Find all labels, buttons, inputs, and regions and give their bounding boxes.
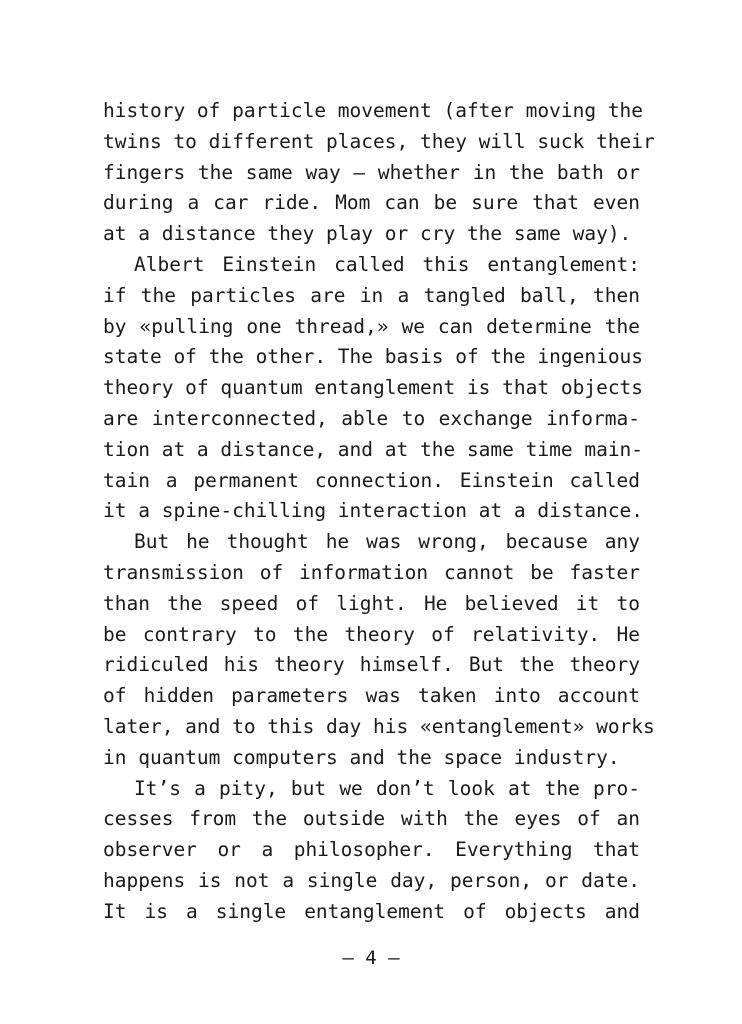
text-line: than the speed of light. He believed it to	[103, 591, 640, 615]
text-line: It’s a pity, but we don’t look at the pro-	[134, 776, 640, 800]
text-line: are interconnected, able to exchange informa-	[103, 406, 640, 430]
text-line: state of the other. The basis of the ingenious	[103, 345, 644, 369]
text-line: twins to different places, they will suck their	[103, 129, 655, 153]
text-line: be contrary to the theory of relativity. He	[103, 622, 640, 646]
text-line: theory of quantum entanglement is that objects	[103, 376, 644, 400]
text-line: ridiculed his theory himself. But the theory	[103, 653, 640, 677]
text-line: observer or a philosopher. Everything that	[103, 838, 640, 862]
text-line: by «pulling one thread,» we can determine the	[103, 314, 640, 338]
text-line: Albert Einstein called this entanglement:	[134, 252, 640, 276]
text-line: if the particles are in a tangled ball, then	[103, 283, 640, 307]
text-line: later, and to this day his «entanglement» works	[103, 714, 655, 738]
text-line: history of particle movement (after moving the	[103, 99, 644, 122]
text-line: But he thought he was wrong, because any	[134, 530, 640, 554]
text-line: happens is not a single day, person, or date.	[103, 868, 640, 892]
body-text	[103, 96, 655, 928]
text-line: at a distance they play or cry the same way).	[103, 222, 632, 246]
page-number: – 4 –	[342, 947, 400, 969]
text-line: transmission of information cannot be faster	[103, 560, 640, 584]
text-line: fingers the same way – whether in the bath or	[103, 160, 640, 184]
text-line: during a car ride. Mom can be sure that even	[103, 191, 640, 215]
text-line: of hidden parameters was taken into account	[103, 684, 640, 708]
text-line: cesses from the outside with the eyes of an	[103, 807, 640, 831]
text-line: It is a single entanglement of objects and	[103, 899, 640, 923]
text-line: tion at a distance, and at the same time main-	[103, 437, 644, 461]
text-line: tain a permanent connection. Einstein called	[103, 468, 640, 492]
text-line: it a spine-chilling interaction at a distance.	[103, 499, 644, 523]
text-line: in quantum computers and the space industry.	[103, 745, 620, 769]
